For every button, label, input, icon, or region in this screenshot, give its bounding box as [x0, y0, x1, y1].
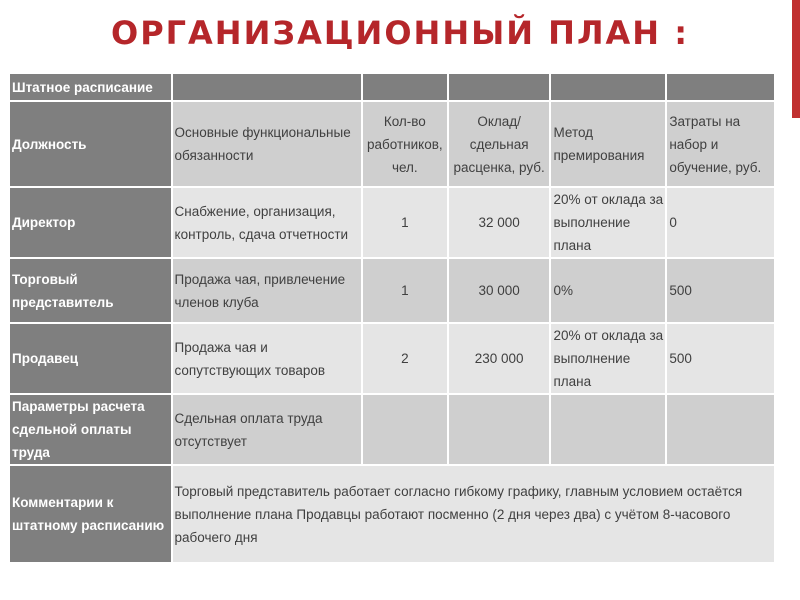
row-salary: 32 000 — [449, 188, 550, 257]
comments-label: Комментарии к штатному расписанию — [10, 466, 171, 562]
table-caption: Штатное расписание — [10, 74, 171, 100]
row-duties: Снабжение, организация, контроль, сдача отчетности — [173, 188, 361, 257]
row-label: Директор — [10, 188, 171, 257]
row-salary: 30 000 — [449, 259, 550, 322]
row-label: Торговый представитель — [10, 259, 171, 322]
row-bonus: 0% — [551, 259, 665, 322]
table-row — [10, 259, 774, 322]
comments-row — [10, 466, 774, 562]
row-count: 2 — [363, 324, 447, 393]
header-count: Кол-во работников, чел. — [363, 102, 447, 186]
row-count: 1 — [363, 188, 447, 257]
row-bonus: 20% от оклада за выполнение плана — [551, 324, 665, 393]
header-bonus: Метод премирования — [551, 102, 665, 186]
row-costs: 500 — [667, 259, 774, 322]
row-label: Продавец — [10, 324, 171, 393]
comments-text: Торговый представитель работает согласно гибкому графику, главным условием остаётся выполнение плана Продавцы работают посменно (2 дня через два) с учётом 8-часового рабочего дня — [173, 466, 774, 562]
header-duties: Основные функциональные обязанности — [173, 102, 361, 186]
table-row — [10, 324, 774, 393]
table-row — [10, 188, 774, 257]
params-label: Параметры расчета сдельной оплаты труда — [10, 395, 171, 464]
table-header-row — [10, 102, 774, 186]
row-bonus: 20% от оклада за выполнение плана — [551, 188, 665, 257]
table-caption-row — [10, 74, 774, 100]
header-costs: Затраты на набор и обучение, руб. — [667, 102, 774, 186]
row-count: 1 — [363, 259, 447, 322]
params-text: Сдельная оплата труда отсутствует — [173, 395, 361, 464]
row-duties: Продажа чая и сопутствующих товаров — [173, 324, 361, 393]
row-duties: Продажа чая, привлечение членов клуба — [173, 259, 361, 322]
params-row — [10, 395, 774, 464]
page-title: ОРГАНИЗАЦИОННЫЙ ПЛАН : — [110, 14, 690, 52]
header-position: Должность — [10, 102, 171, 186]
row-costs: 500 — [667, 324, 774, 393]
row-salary: 230 000 — [449, 324, 550, 393]
header-salary: Оклад/ сдельная расценка, руб. — [449, 102, 550, 186]
staff-table — [8, 72, 776, 564]
row-costs: 0 — [667, 188, 774, 257]
